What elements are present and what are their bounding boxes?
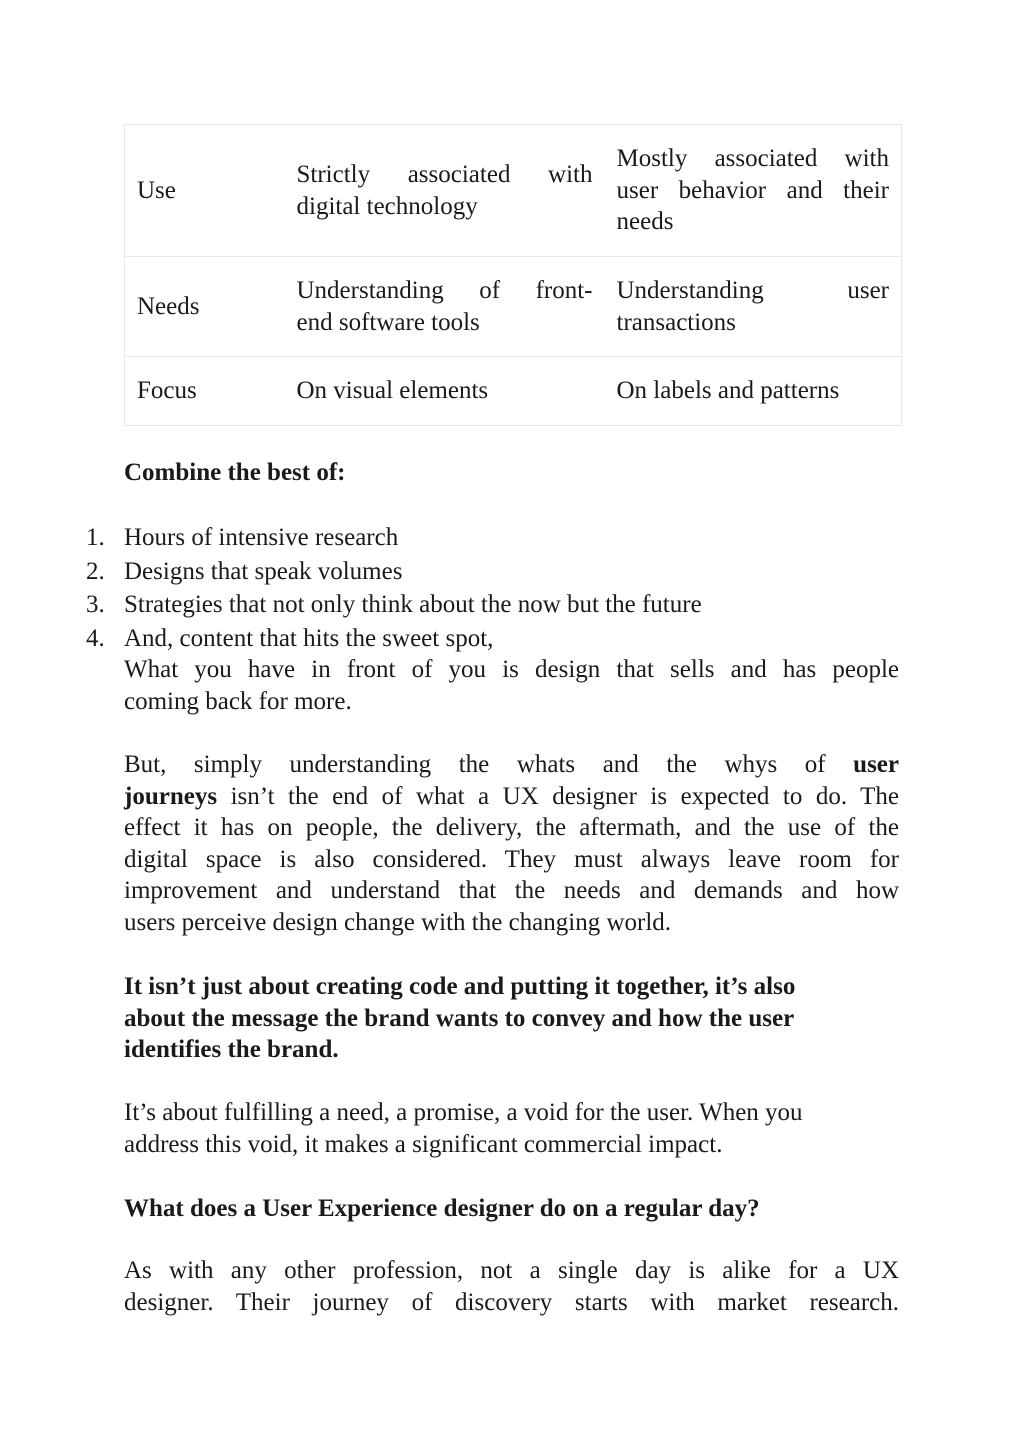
- table-cell: [285, 257, 605, 357]
- list-item: [86, 521, 899, 555]
- cell-line: Understanding of front-: [296, 277, 593, 304]
- paragraph-void: [124, 1097, 899, 1160]
- row-label: Needs: [125, 257, 285, 357]
- list-text: And, content that hits the sweet spot,: [124, 624, 494, 652]
- list-item: [86, 555, 899, 589]
- text-run: isn’t the end of what a UX designer is expected to do. The: [230, 782, 900, 810]
- paragraph-profession: [124, 1255, 899, 1318]
- text-line: identifies the brand.: [124, 1036, 339, 1064]
- cell-line: user behavior and their: [616, 176, 889, 204]
- text-line: [124, 781, 899, 813]
- text-line: improvement and understand that the needs and demands and how: [124, 877, 899, 905]
- question-heading: What does a User Experience designer do on a regular day?: [124, 1195, 760, 1222]
- cell-line: needs: [616, 208, 674, 236]
- cell-line: end software tools: [296, 308, 480, 336]
- text-line: It isn’t just about creating code and putting it together, it’s also: [124, 973, 796, 1000]
- text-line: users perceive design change with the changing world.: [124, 908, 672, 936]
- text-line: coming back for more.: [124, 687, 352, 715]
- list-text: Strategies that not only think about the now but the future: [124, 591, 702, 618]
- cell-line: Mostly associated with: [616, 145, 889, 173]
- text-line: designer. Their journey of discovery starts with market research.: [124, 1288, 899, 1316]
- list-number: 1.: [86, 524, 105, 551]
- cell-line: Understanding user: [616, 277, 889, 304]
- cell-line: On visual elements: [296, 377, 489, 405]
- table-row: [125, 125, 902, 257]
- text-line: What you have in front of you is design that sells and has people: [124, 656, 899, 683]
- text-line: address this void, it makes a significant commercial impact.: [124, 1130, 723, 1158]
- row-label: Use: [125, 125, 285, 257]
- combine-heading: Combine the best of:: [124, 459, 346, 486]
- text-run: But, simply understanding the whats and the whys of: [124, 751, 826, 778]
- list-item: [86, 622, 899, 656]
- cell-line: Strictly associated with: [296, 161, 593, 188]
- ordered-list: [86, 521, 899, 655]
- bold-statement: [124, 971, 899, 1066]
- text-line: [124, 749, 899, 781]
- table-row: [125, 357, 902, 426]
- table-cell: [605, 357, 902, 426]
- text-line: about the message the brand wants to convey and how the user: [124, 1004, 795, 1032]
- text-line: digital space is also considered. They must always leave room for: [124, 845, 899, 873]
- bold-term: user: [853, 751, 899, 778]
- comparison-table: [124, 124, 902, 426]
- list-continuation: [124, 654, 899, 717]
- list-text: Hours of intensive research: [124, 524, 399, 551]
- table-cell: [285, 125, 605, 257]
- row-label: Focus: [125, 357, 285, 426]
- text-line: As with any other profession, not a single day is alike for a UX: [124, 1257, 899, 1284]
- table-row: [125, 257, 902, 357]
- table-cell: [605, 257, 902, 357]
- text-line: effect it has on people, the delivery, the aftermath, and the use of the: [124, 814, 899, 842]
- list-item: [86, 588, 899, 622]
- bold-term: journeys: [124, 782, 218, 810]
- list-text: Designs that speak volumes: [124, 557, 403, 585]
- cell-line: On labels and patterns: [616, 377, 840, 405]
- list-number: 3.: [86, 591, 105, 618]
- list-number: 2.: [86, 557, 105, 585]
- cell-line: digital technology: [296, 192, 478, 220]
- paragraph-user-journeys: [124, 749, 899, 939]
- table-cell: [605, 125, 902, 257]
- cell-line: transactions: [616, 308, 736, 336]
- text-line: It’s about fulfilling a need, a promise, a void for the user. When you: [124, 1099, 803, 1126]
- table-cell: [285, 357, 605, 426]
- list-number: 4.: [86, 624, 105, 652]
